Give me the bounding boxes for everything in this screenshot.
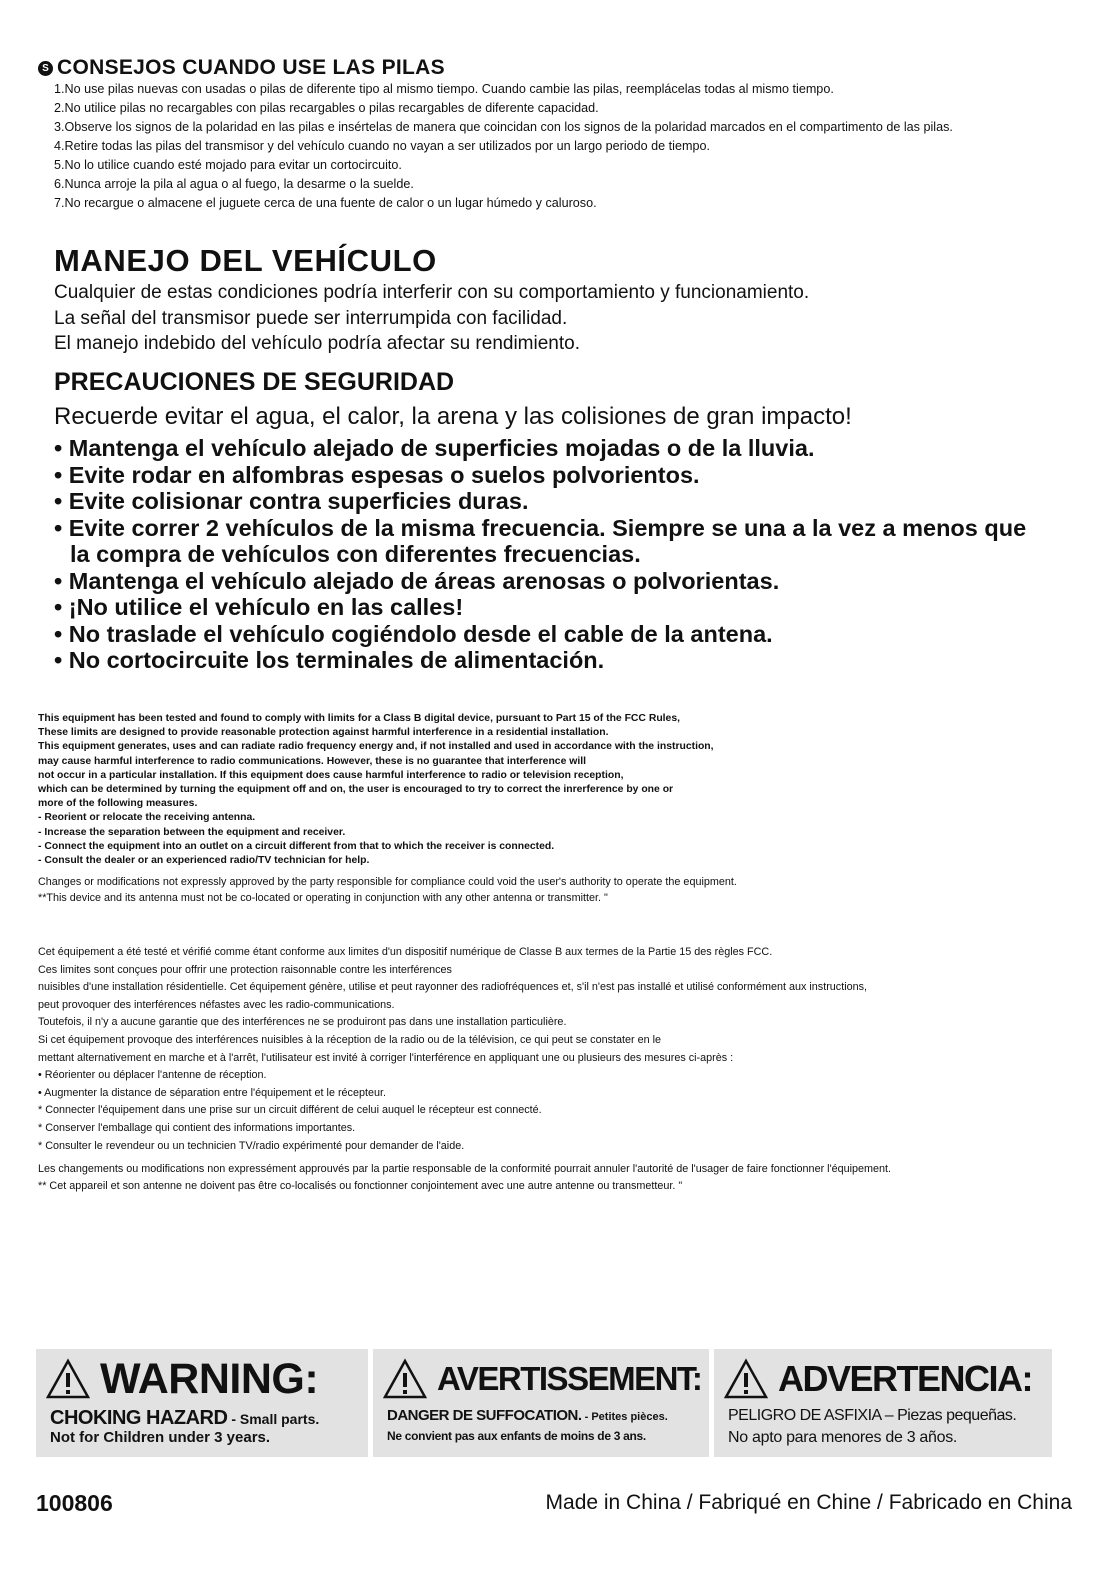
vehicle-handling-title: MANEJO DEL VEHÍCULO — [54, 243, 437, 278]
fcc-en-measure: - Connect the equipment into an outlet on a circuit different from that to which the receiver is connected. — [38, 840, 555, 852]
fcc-en-line: These limits are designed to provide reasonable protection against harmful interference in a residential installation. — [38, 727, 609, 739]
fcc-fr-line: Toutefois, il n'y a aucune garantie que des interférences ne se produiront pas dans une installation particulière. — [38, 1016, 567, 1029]
battery-tips-section — [38, 56, 1098, 213]
warning-title: AVERTISSEMENT: — [437, 1360, 702, 1397]
safety-bullet-4: • Evite correr 2 vehículos de la misma frecuencia. Siempre se una a la vez a menos que la compra de vehículos con diferentes frecuencias. — [54, 514, 1027, 567]
vehicle-handling-section — [54, 242, 1094, 357]
choking-hazard-line — [728, 1407, 1016, 1425]
fcc-en-line: more of the following measures. — [38, 798, 198, 810]
handling-line-3: El manejo indebido del vehículo podría afectar su rendimiento. — [54, 333, 580, 354]
battery-tip-1: 1.No use pilas nuevas con usadas o pilas de diferente tipo al mismo tiempo. Cuando cambie las pilas, reemplácelas todas al mismo tiempo. — [54, 82, 834, 96]
safety-bullet-list — [54, 435, 1094, 674]
handling-line-2: La señal del transmisor puede ser interrumpida con facilidad. — [54, 307, 568, 329]
fcc-fr-line: Cet équipement a été testé et vérifié comme étant conforme aux limites d'un dispositif numérique de Classe B aux termes de la Partie 15 des règles FCC. — [38, 946, 773, 958]
choking-warning-french — [373, 1349, 709, 1457]
fcc-en-line: This equipment has been tested and found to comply with limits for a Class B digital device, pursuant to Part 15 of the FCC Rules, — [38, 713, 681, 724]
safety-bullet-1: • Mantenga el vehículo alejado de superficies mojadas o de la lluvia. — [54, 435, 815, 461]
handling-line-1: Cualquier de estas condiciones podría interferir con su comportamiento y funcionamiento. — [54, 282, 810, 303]
small-parts-label: - Small parts. — [227, 1411, 320, 1427]
fcc-fr-line: Si cet équipement provoque des interférences nuisibles à la réception de la radio ou de la télévision, ce qui peut se constater en le — [38, 1033, 662, 1046]
choking-hazard-line — [50, 1407, 319, 1430]
fcc-en-line: This equipment generates, uses and can radiate radio frequency energy and, if not installed and used in accordance with the instruction, — [38, 741, 714, 753]
battery-tip-3: 3.Observe los signos de la polaridad en las pilas e insértelas de manera que coincidan con los signos de la polaridad marcados en el compartimento de las pilas. — [54, 120, 953, 134]
fcc-en-line: not occur in a particular installation. If this equipment does cause harmful interference to radio or television reception, — [38, 769, 624, 781]
warning-title: ADVERTENCIA: — [778, 1358, 1033, 1399]
safety-bullet-7: • No traslade el vehículo cogiéndolo desde el cable de la antena. — [54, 620, 773, 647]
battery-tip-7: 7.No recargue o almacene el juguete cerca de una fuente de calor o un lugar húmedo y caluroso. — [54, 196, 597, 210]
fcc-fr-measure: * Consulter le revendeur ou un technicien TV/radio expérimenté pour demander de l'aide. — [38, 1139, 465, 1152]
battery-tip-6: 6.Nunca arroje la pila al agua o al fuego, la desarme o la suelde. — [54, 177, 414, 191]
battery-tips-list — [38, 80, 1098, 213]
made-in-label: Made in China / Fabriqué en Chine / Fabricado en China — [545, 1491, 1072, 1514]
product-code: 100806 — [36, 1490, 113, 1516]
fcc-fr-line: Ces limites sont conçues pour offrir une protection raisonnable contre les interférences — [38, 963, 452, 976]
fcc-fr-colocation-note: ** Cet appareil et son antenne ne doivent pas être co-localisés ou fonctionner conjointement avec une autre antenne ou transmetteur. " — [38, 1179, 683, 1192]
warning-title: WARNING: — [100, 1355, 319, 1403]
choking-hazard-line — [387, 1407, 668, 1425]
safety-bullet-5: • Mantenga el vehículo alejado de áreas arenosas o polvorientas. — [54, 567, 780, 594]
choking-warning-english — [36, 1349, 368, 1457]
fcc-en-measure: - Increase the separation between the equipment and receiver. — [38, 826, 346, 838]
safety-bullet-8: • No cortocircuite los terminales de alimentación. — [54, 647, 605, 673]
battery-tips-title: CONSEJOS CUANDO USE LAS PILAS — [57, 56, 445, 79]
fcc-en-line: may cause harmful interference to radio communications. However, these is no guarantee that interference will — [38, 755, 586, 767]
fcc-en-line: which can be determined by turning the equipment off and on, the user is encouraged to try to correct the inrerference by one or — [38, 784, 674, 796]
fcc-fr-line: peut provoquer des interférences néfastes avec les radio-communications. — [38, 998, 395, 1011]
fcc-fr-measure: * Connecter l'équipement dans une prise sur un circuit différent de celui auquel le récepteur est connecté. — [38, 1104, 542, 1117]
choking-warning-spanish — [714, 1349, 1052, 1457]
fcc-en-modifications-note: Changes or modifications not expressly approved by the party responsible for compliance could void the user's authority to operate the equipment. — [38, 876, 737, 889]
small-parts-label: - Petites pièces. — [581, 1411, 668, 1423]
battery-tip-5: 5.No lo utilice cuando esté mojado para evitar un cortocircuito. — [54, 158, 402, 172]
safety-precautions-section — [54, 364, 1094, 674]
battery-tip-4: 4.Retire todas las pilas del transmisor y del vehículo cuando no vayan a ser utilizados por un largo periodo de tiempo. — [54, 139, 710, 153]
safety-subtitle: Recuerde evitar el agua, el calor, la arena y las colisiones de gran impacto! — [54, 403, 852, 430]
fcc-fr-measure: • Augmenter la distance de séparation entre l'équipement et le récepteur. — [38, 1086, 386, 1099]
fcc-en-measure: - Consult the dealer or an experienced radio/TV technician for help. — [38, 855, 370, 867]
safety-bullet-6: • ¡No utilice el vehículo en las calles! — [54, 594, 464, 620]
fcc-fr-measure: • Réorienter ou déplacer l'antenne de réception. — [38, 1069, 267, 1082]
fcc-en-colocation-note: **This device and its antenna must not be co-located or operating in conjunction with any other antenna or transmitter. " — [38, 892, 608, 905]
safety-bullet-2: • Evite rodar en alfombras espesas o suelos polvorientos. — [54, 461, 700, 488]
vehicle-handling-text — [54, 280, 1094, 357]
age-restriction-label: No apto para menores de 3 años. — [728, 1429, 958, 1446]
warning-triangle-icon — [383, 1358, 427, 1400]
safety-title: PRECAUCIONES DE SEGURIDAD — [54, 368, 455, 396]
battery-tips-header — [38, 56, 1098, 80]
fcc-statement-english — [38, 712, 1098, 906]
choking-hazard-label: PELIGRO DE ASFIXIA — [728, 1407, 881, 1424]
spanish-language-badge: S — [38, 61, 53, 76]
warning-triangle-icon — [46, 1358, 90, 1400]
fcc-statement-french — [38, 944, 1098, 1193]
fcc-fr-line: nuisibles d'une installation résidentielle. Cet équipement génère, utilise et peut rayonner des radiofréquences et, s'il n'est pas installé et utilisé conformément aux instructions, — [38, 981, 868, 994]
fcc-fr-measure: * Conserver l'emballage qui contient des informations importantes. — [38, 1121, 356, 1134]
fcc-fr-modifications-note: Les changements ou modifications non expressément approuvés par la partie responsable de la conformité pourrait annuler l'autorité de l'usager de faire fonctionner l'équipement. — [38, 1163, 892, 1176]
age-restriction-label: Not for Children under 3 years. — [50, 1429, 271, 1446]
battery-tip-2: 2.No utilice pilas no recargables con pilas recargables o pilas recargables de diferente capacidad. — [54, 101, 599, 115]
safety-bullet-3: • Evite colisionar contra superficies duras. — [54, 488, 529, 514]
warning-triangle-icon — [724, 1358, 768, 1400]
small-parts-label: – Piezas pequeñas. — [880, 1407, 1017, 1424]
age-restriction-label: Ne convient pas aux enfants de moins de 3 ans. — [387, 1429, 646, 1443]
choking-hazard-label: CHOKING HAZARD — [50, 1407, 228, 1429]
fcc-en-measure: - Reorient or relocate the receiving antenna. — [38, 812, 256, 824]
fcc-fr-line: mettant alternativement en marche et à l'arrêt, l'utilisateur est invité à corriger l'interférence en appliquant une ou plusieurs des mesures ci-après : — [38, 1051, 734, 1064]
choking-hazard-label: DANGER DE SUFFOCATION. — [387, 1407, 582, 1424]
